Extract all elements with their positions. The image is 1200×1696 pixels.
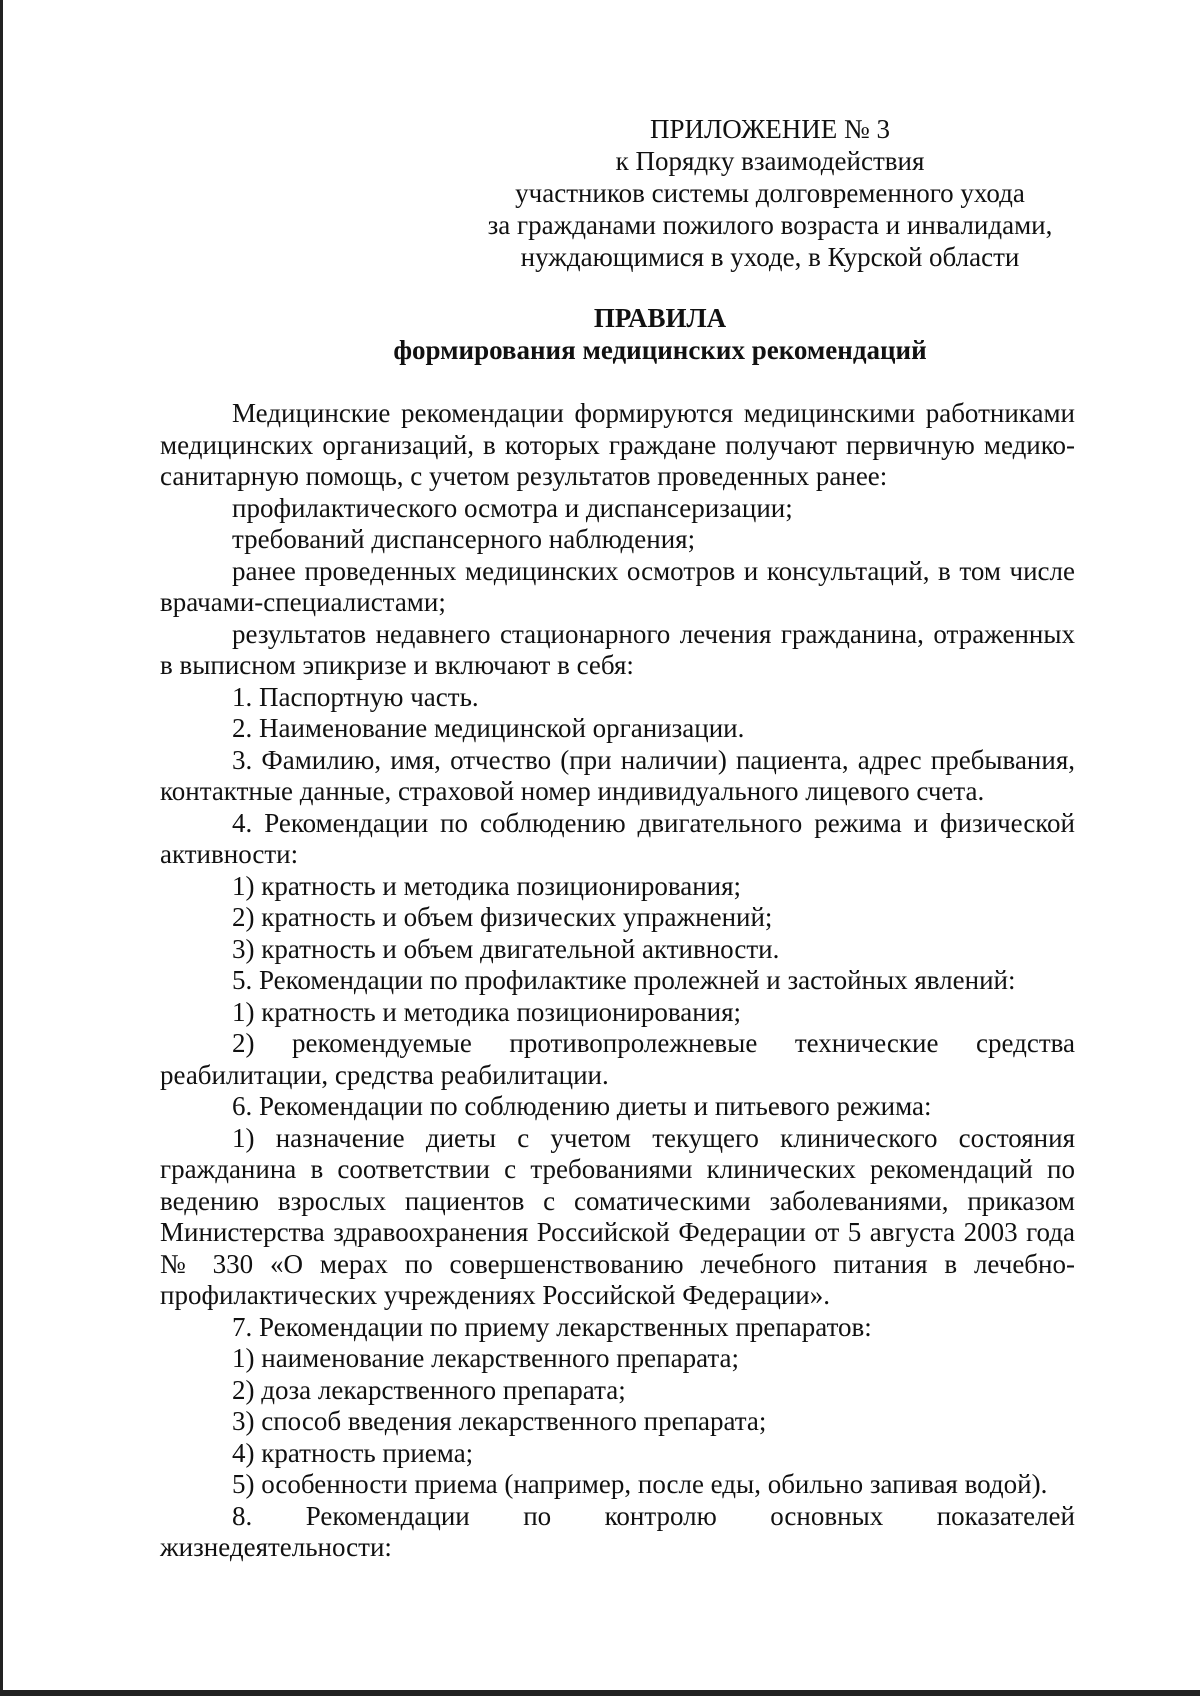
title-main: ПРАВИЛА: [593, 303, 727, 333]
section-item: 8. Рекомендации по контролю основных показателей жизнедеятельности:: [160, 1500, 1075, 1562]
intro-paragraph: Медицинские рекомендации формируются медицинскими работниками медицинских организаций, в которых граждане получают первичную медико-санитарную помощь, с учетом результатов проведенных ранее:: [160, 398, 1075, 491]
section-item: 5. Рекомендации по профилактике пролежней и застойных явлений:: [232, 965, 1016, 995]
sub-item: 2) рекомендуемые противопролежневые технические средства реабилитации, средства реабилитации.: [160, 1028, 1075, 1090]
section-item: 2. Наименование медицинской организации.: [232, 713, 745, 743]
annex-line: к Порядку взаимодействия: [615, 146, 925, 176]
sub-item: 1) кратность и методика позиционирования;: [232, 996, 742, 1027]
sub-item: 1) назначение диеты с учетом текущего клинического состояния гражданина в соответствии с требованиями клинических рекомендаций по ведению взрослых пациентов с соматическими заболеваниями, приказом Министерства здравоохранения Российской Федерации от 5 августа 2003 года № 330 «О мерах по совершенствованию лечебного питания в лечебно-профилактических учреждениях Российской Федерации».: [160, 1122, 1075, 1310]
list-item: ранее проведенных медицинских осмотров и консультаций, в том числе врачами-специалистами;: [160, 555, 1075, 617]
scan-left-border: [0, 0, 3, 1696]
sub-item: 1) кратность и методика позиционирования;: [232, 870, 742, 901]
sub-item: 4) кратность приема;: [232, 1437, 474, 1468]
section-item: 3. Фамилию, имя, отчество (при наличии) пациента, адрес пребывания, контактные данные, страховой номер индивидуального лицевого счета.: [160, 744, 1075, 806]
annex-line: нуждающимися в уходе, в Курской области: [520, 242, 1020, 272]
list-item: профилактического осмотра и диспансеризации;: [232, 492, 793, 523]
list-item: требований диспансерного наблюдения;: [232, 524, 696, 554]
annex-header: [470, 113, 1070, 273]
section-item: 1. Паспортную часть.: [232, 681, 479, 712]
sub-item: 2) доза лекарственного препарата;: [232, 1374, 626, 1405]
sub-item: 1) наименование лекарственного препарата;: [232, 1343, 739, 1373]
list-item: результатов недавнего стационарного лечения гражданина, отраженных в выписном эпикризе и включают в себя:: [160, 618, 1075, 680]
document-body: [160, 398, 1075, 1564]
section-item: 6. Рекомендации по соблюдению диеты и питьевого режима:: [232, 1091, 932, 1121]
annex-line: участников системы долговременного ухода: [515, 178, 1025, 208]
annex-number: ПРИЛОЖЕНИЕ № 3: [649, 114, 891, 144]
sub-item: 5) особенности приема (например, после еды, обильно запивая водой).: [232, 1469, 1048, 1499]
section-item: 7. Рекомендации по приему лекарственных препаратов:: [232, 1311, 872, 1342]
title-subtitle: формирования медицинских рекомендаций: [393, 335, 927, 365]
sub-item: 3) способ введения лекарственного препарата;: [232, 1406, 767, 1436]
sub-item: 2) кратность и объем физических упражнений;: [232, 902, 773, 932]
annex-line: за гражданами пожилого возраста и инвалидами,: [487, 210, 1053, 240]
section-item: 4. Рекомендации по соблюдению двигательного режима и физической активности:: [160, 807, 1075, 869]
sub-item: 3) кратность и объем двигательной активности.: [232, 933, 780, 964]
scan-bottom-border: [0, 1690, 1200, 1696]
document-title: [160, 302, 1160, 366]
